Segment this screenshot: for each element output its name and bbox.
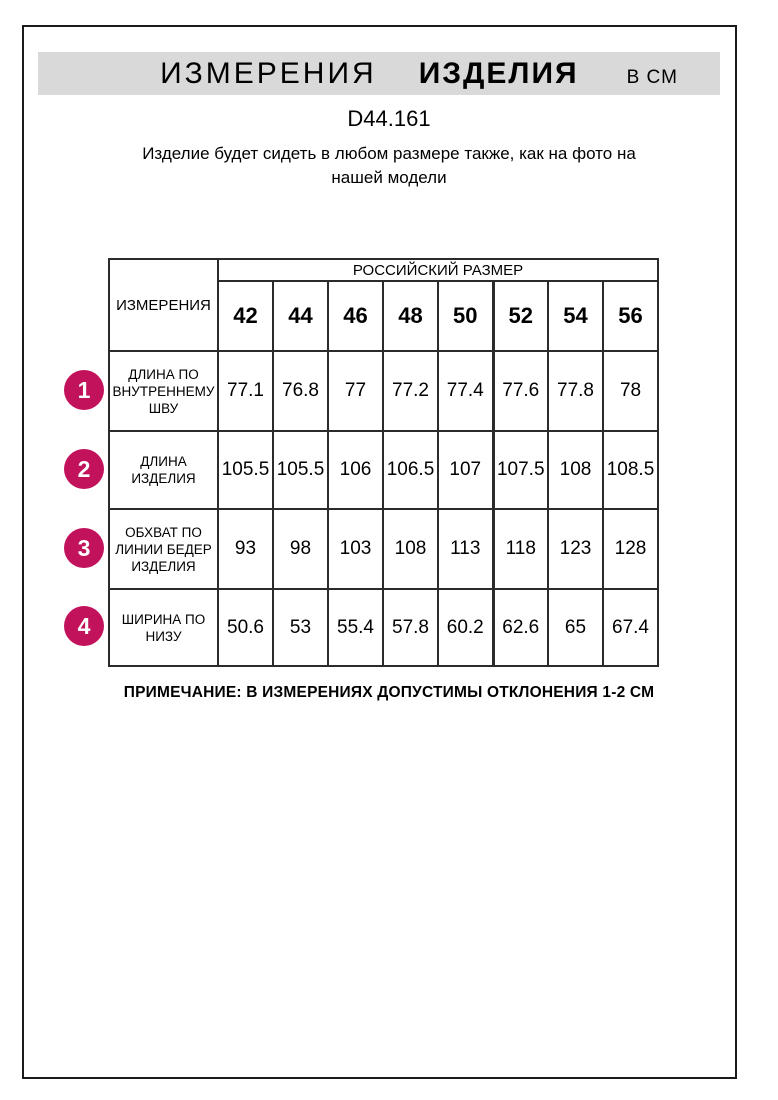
row-label: ДЛИНА ИЗДЕЛИЯ — [109, 431, 218, 509]
table-row — [109, 431, 658, 509]
value-cell: 65 — [548, 589, 603, 666]
value-cell: 62.6 — [493, 589, 548, 666]
size-table — [108, 258, 659, 667]
size-col-44: 44 — [273, 281, 328, 351]
russian-size-header: РОССИЙСКИЙ РАЗМЕР — [218, 259, 658, 281]
table-row — [109, 509, 658, 589]
value-cell: 106 — [328, 431, 383, 509]
fit-description: Изделие будет сидеть в любом размере также, как на фото на нашей модели — [142, 144, 636, 187]
value-cell: 128 — [603, 509, 658, 589]
value-cell: 77.4 — [438, 351, 493, 431]
value-cell: 77.6 — [493, 351, 548, 431]
value-cell: 118 — [493, 509, 548, 589]
size-col-52: 52 — [493, 281, 548, 351]
row-number-badge: 2 — [64, 449, 104, 489]
note-text: ПРИМЕЧАНИЕ: В ИЗМЕРЕНИЯХ ДОПУСТИМЫ ОТКЛОНЕНИЯ 1-2 СМ — [123, 684, 655, 701]
value-cell: 108 — [383, 509, 438, 589]
value-cell: 98 — [273, 509, 328, 589]
row-number-badge: 3 — [64, 528, 104, 568]
size-col-46: 46 — [328, 281, 383, 351]
table-row — [109, 589, 658, 666]
value-cell: 77 — [328, 351, 383, 431]
size-col-48: 48 — [383, 281, 438, 351]
title-text-group — [160, 57, 678, 91]
size-col-56: 56 — [603, 281, 658, 351]
row-number-badge: 1 — [64, 370, 104, 410]
value-cell: 60.2 — [438, 589, 493, 666]
value-cell: 93 — [218, 509, 273, 589]
value-cell: 55.4 — [328, 589, 383, 666]
value-cell: 108.5 — [603, 431, 658, 509]
value-cell: 50.6 — [218, 589, 273, 666]
value-cell: 77.2 — [383, 351, 438, 431]
size-col-50: 50 — [438, 281, 493, 351]
row-label: ШИРИНА ПО НИЗУ — [109, 589, 218, 666]
value-cell: 53 — [273, 589, 328, 666]
value-cell: 123 — [548, 509, 603, 589]
value-cell: 67.4 — [603, 589, 658, 666]
value-cell: 76.8 — [273, 351, 328, 431]
measurements-column-header: ИЗМЕРЕНИЯ — [109, 259, 218, 351]
value-cell: 77.1 — [218, 351, 273, 431]
page-title-units: В СМ — [626, 66, 678, 88]
row-number-badge: 4 — [64, 606, 104, 646]
value-cell: 103 — [328, 509, 383, 589]
value-cell: 78 — [603, 351, 658, 431]
table-row — [109, 351, 658, 431]
value-cell: 57.8 — [383, 589, 438, 666]
value-cell: 105.5 — [218, 431, 273, 509]
product-code: D44.161 — [347, 106, 431, 131]
page-title-measurements: ИЗМЕРЕНИЯ — [160, 56, 377, 90]
value-cell: 113 — [438, 509, 493, 589]
value-cell: 107 — [438, 431, 493, 509]
title-bar — [38, 52, 720, 95]
size-col-54: 54 — [548, 281, 603, 351]
row-label: ДЛИНА ПО ВНУТРЕННЕМУ ШВУ — [109, 351, 218, 431]
size-col-42: 42 — [218, 281, 273, 351]
value-cell: 106.5 — [383, 431, 438, 509]
row-label: ОБХВАТ ПО ЛИНИИ БЕДЕР ИЗДЕЛИЯ — [109, 509, 218, 589]
page-title-product: ИЗДЕЛИЯ — [418, 56, 579, 90]
value-cell: 105.5 — [273, 431, 328, 509]
value-cell: 108 — [548, 431, 603, 509]
value-cell: 77.8 — [548, 351, 603, 431]
group-header-row — [109, 259, 658, 281]
value-cell: 107.5 — [493, 431, 548, 509]
